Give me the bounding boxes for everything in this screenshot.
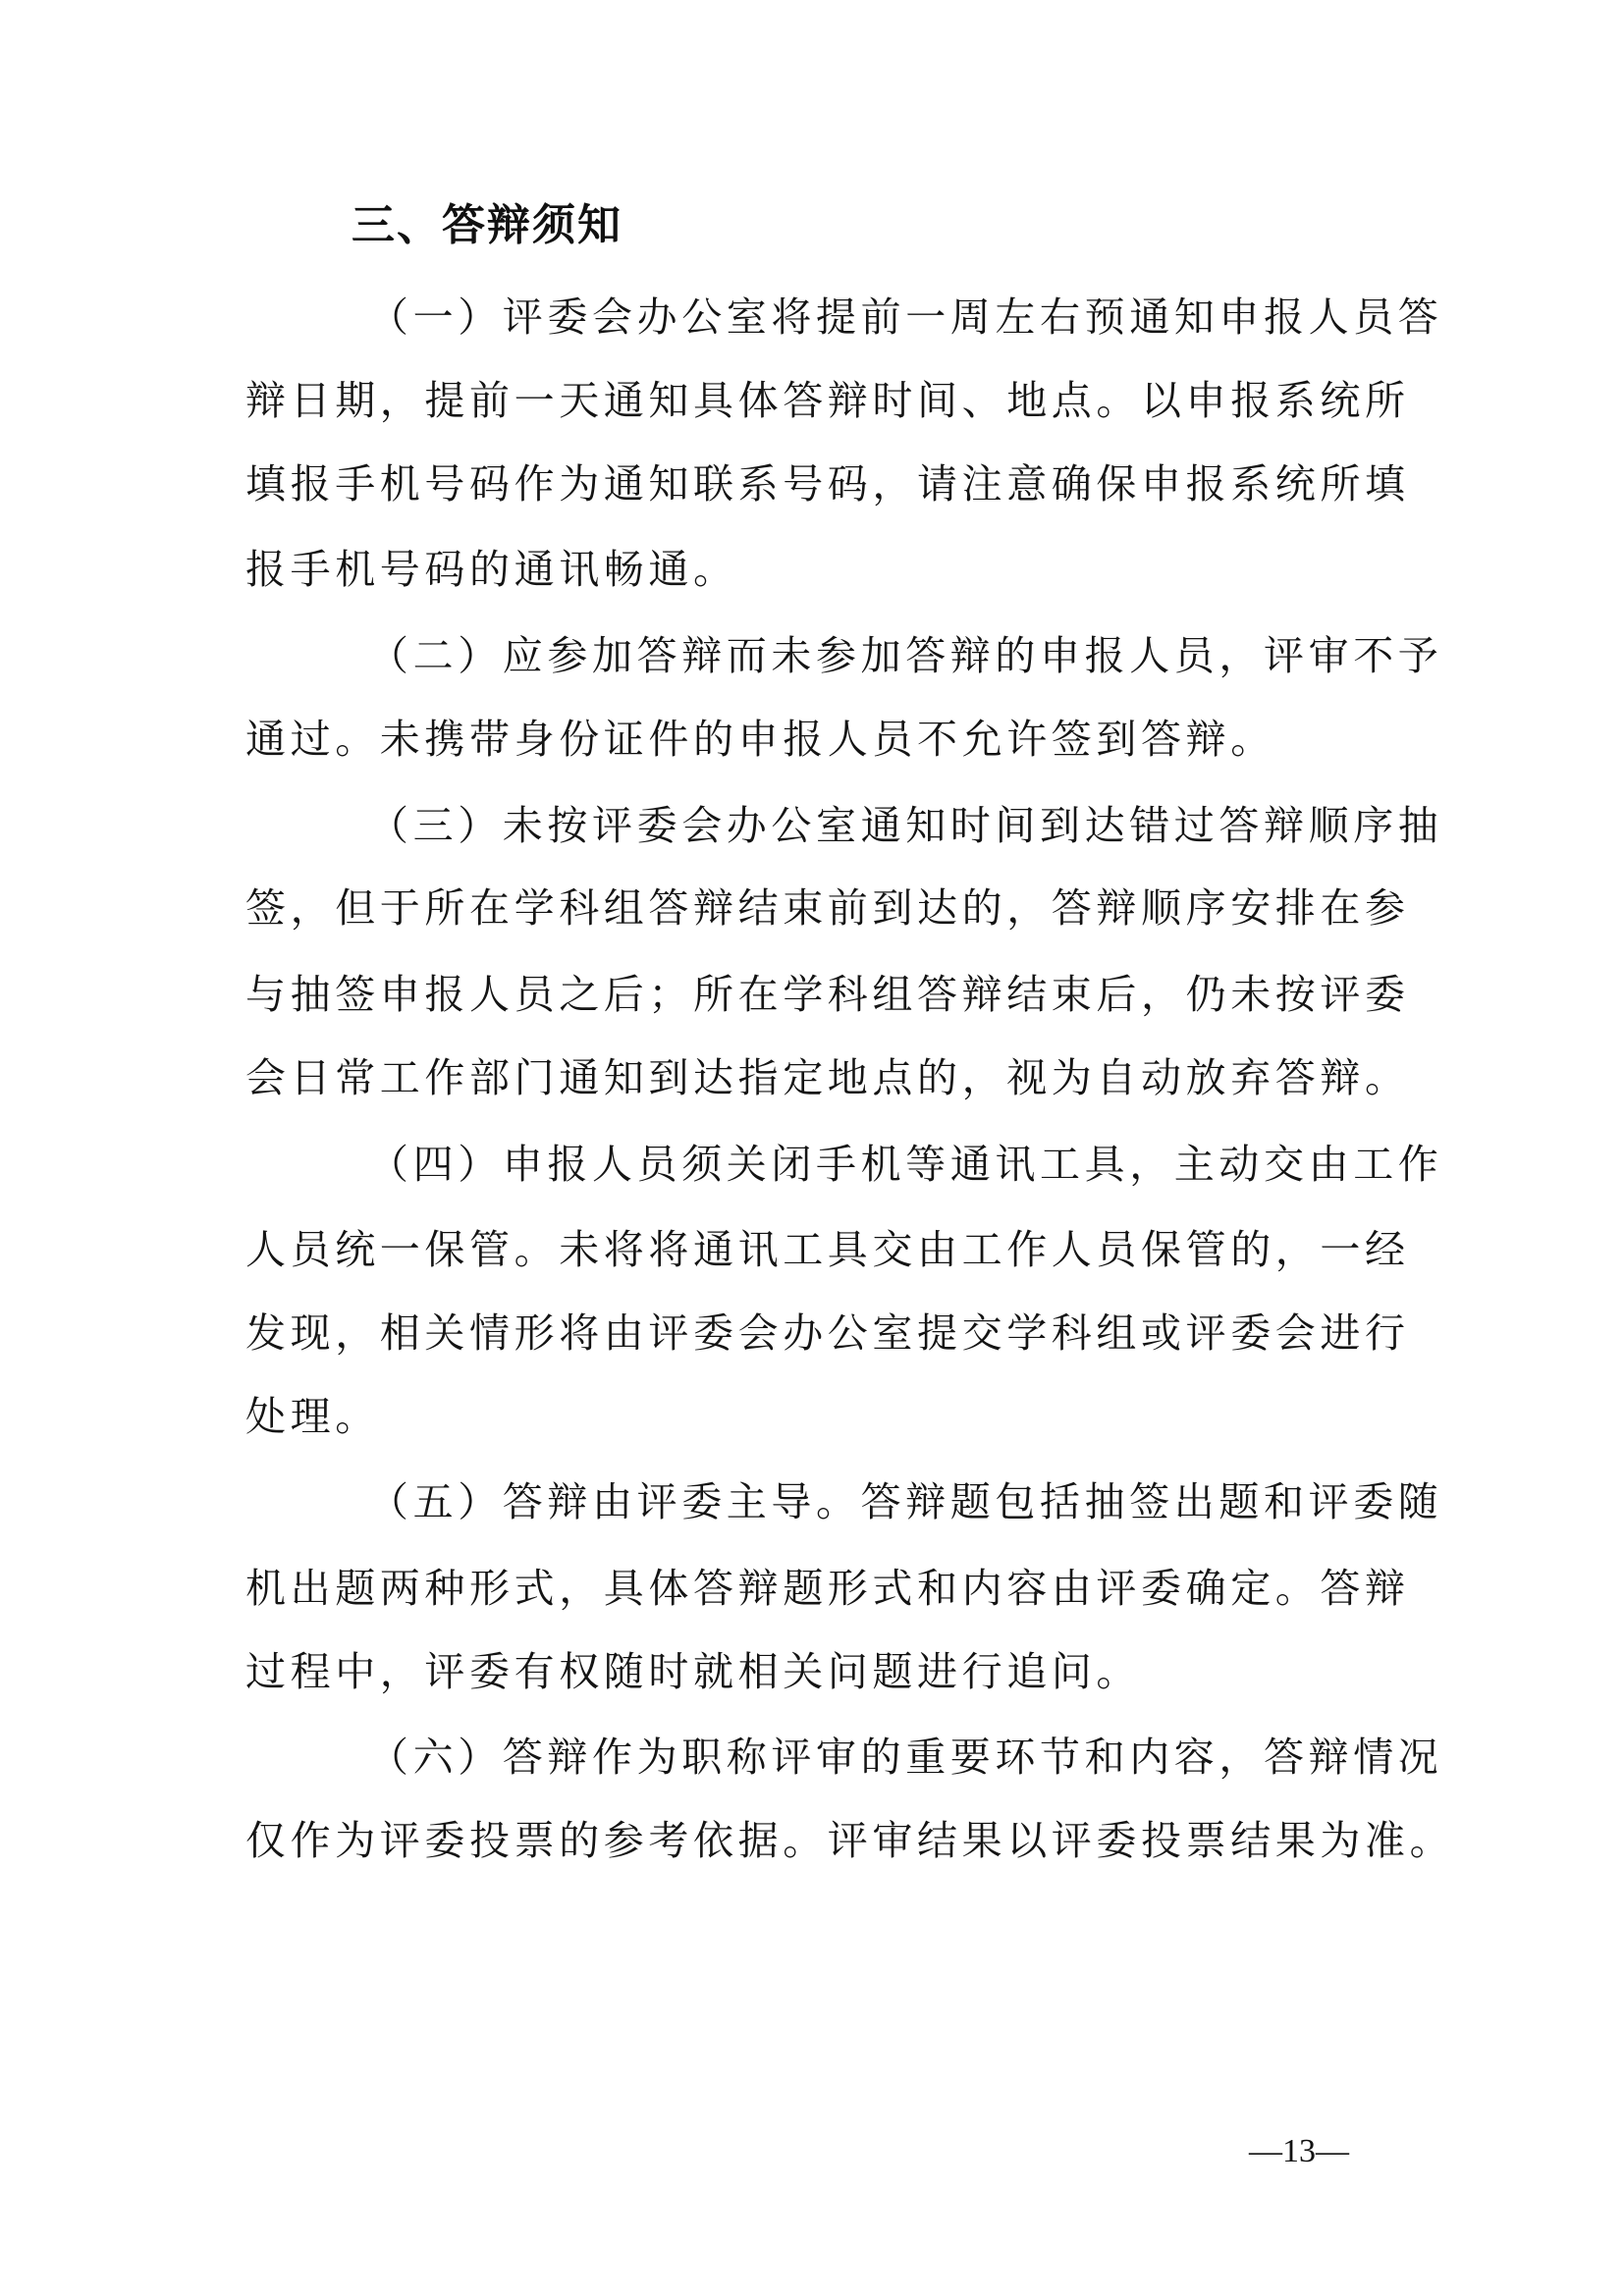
paragraph-1-line-1: （一）评委会办公室将提前一周左右预通知申报人员答	[368, 294, 1443, 341]
paragraph-1-line-2: 辩日期，提前一天通知具体答辩时间、地点。以申报系统所	[245, 377, 1410, 424]
paragraph-4-line-1: （四）申报人员须关闭手机等通讯工具，主动交由工作	[368, 1141, 1443, 1188]
section-heading: 三、答辩须知	[352, 200, 623, 250]
paragraph-3-line-2: 签，但于所在学科组答辩结束前到达的，答辩顺序安排在参	[245, 884, 1410, 932]
paragraph-4-line-2: 人员统一保管。未将将通讯工具交由工作人员保管的，一经	[245, 1226, 1410, 1273]
paragraph-4-line-3: 发现，相关情形将由评委会办公室提交学科组或评委会进行	[245, 1309, 1410, 1357]
paragraph-5-line-1: （五）答辩由评委主导。答辩题包括抽签出题和评委随	[368, 1478, 1443, 1525]
paragraph-1-line-4: 报手机号码的通讯畅通。	[245, 546, 738, 593]
page-number: —13—	[1249, 2133, 1349, 2169]
paragraph-4-line-4: 处理。	[245, 1393, 380, 1440]
paragraph-3-line-3: 与抽签申报人员之后；所在学科组答辩结束后，仍未按评委	[245, 971, 1410, 1018]
paragraph-6-line-2: 仅作为评委投票的参考依据。评审结果以评委投票结果为准。	[245, 1817, 1455, 1864]
paragraph-1-line-3: 填报手机号码作为通知联系号码，请注意确保申报系统所填	[245, 460, 1410, 507]
paragraph-2-line-2: 通过。未携带身份证件的申报人员不允许签到答辩。	[245, 716, 1275, 763]
paragraph-3-line-4: 会日常工作部门通知到达指定地点的，视为自动放弃答辩。	[245, 1054, 1410, 1101]
paragraph-5-line-2: 机出题两种形式，具体答辩题形式和内容由评委确定。答辩	[245, 1565, 1410, 1612]
paragraph-5-line-3: 过程中，评委有权随时就相关问题进行追问。	[245, 1648, 1141, 1695]
paragraph-2-line-1: （二）应参加答辩而未参加答辩的申报人员，评审不予	[368, 632, 1443, 679]
paragraph-3-line-1: （三）未按评委会办公室通知时间到达错过答辩顺序抽	[368, 802, 1443, 849]
paragraph-6-line-1: （六）答辩作为职称评审的重要环节和内容，答辩情况	[368, 1734, 1443, 1781]
